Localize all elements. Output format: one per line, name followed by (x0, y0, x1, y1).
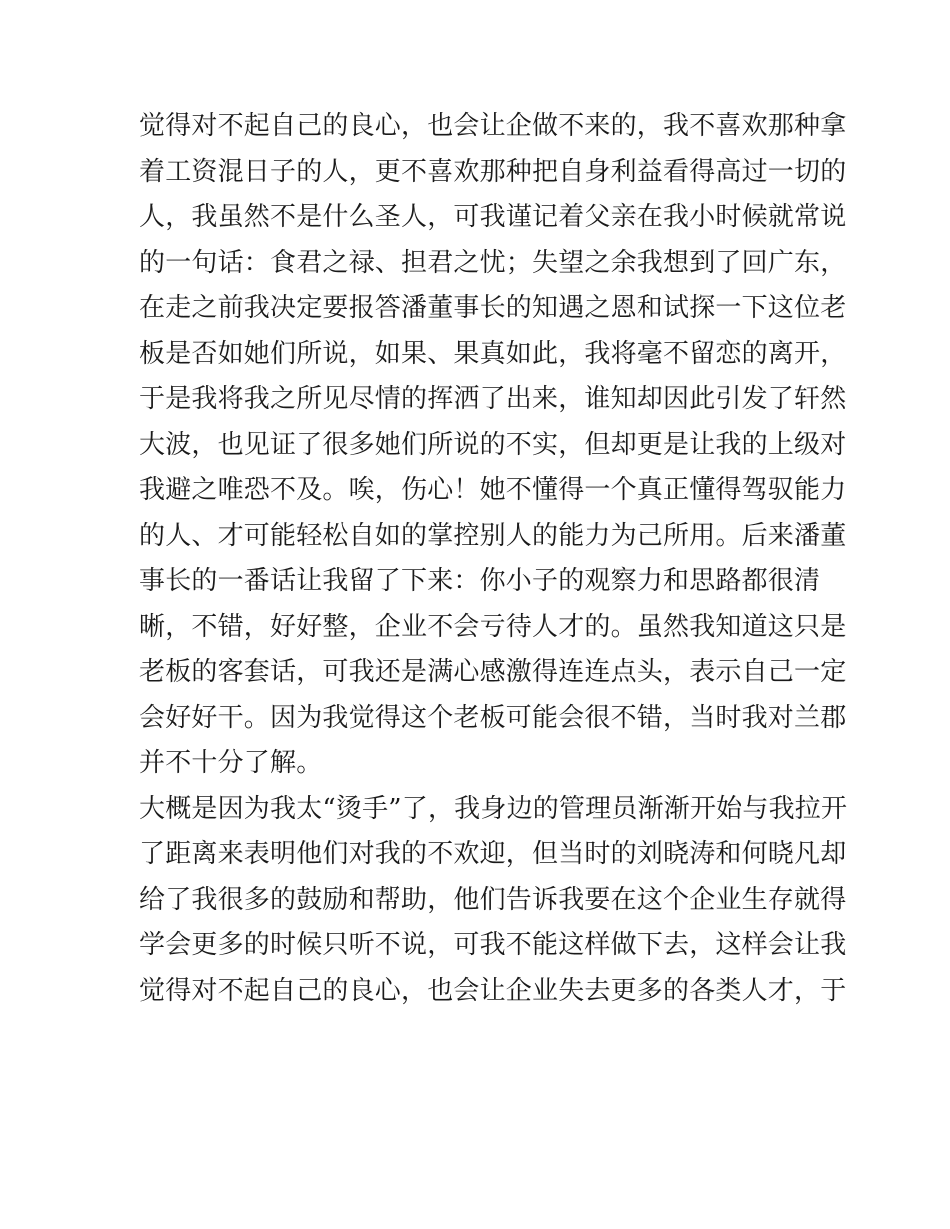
text-line: 学会更多的时候只听不说，可我不能这样做下去，这样会让我 (139, 930, 847, 960)
text-line: 于是我将我之所见尽情的挥洒了出来，谁知却因此引发了轩然 (139, 384, 847, 414)
text-line: 给了我很多的鼓励和帮助，他们告诉我要在这个企业生存就得 (139, 884, 847, 915)
text-line: 板是否如她们所说，如果、果真如此，我将毫不留恋的离开， (139, 338, 847, 369)
text-line: 并不十分了解。 (139, 748, 323, 778)
text-line: 觉得对不起自己的良心，也会让企业失去更多的各类人才，于 (139, 975, 847, 1006)
body-text (139, 104, 848, 1014)
text-line: 的人、才可能轻松自如的掌控别人的能力为己所用。后来潘董 (139, 520, 847, 551)
text-line: 在走之前我决定要报答潘董事长的知遇之恩和试探一下这位老 (139, 293, 847, 323)
text-line: 的一句话：食君之禄、担君之忧；失望之余我想到了回广东， (139, 247, 847, 278)
text-line: 了距离来表明他们对我的不欢迎，但当时的刘晓涛和何晓凡却 (139, 839, 847, 869)
text-line: 大波，也见证了很多她们所说的不实，但却更是让我的上级对 (139, 429, 847, 460)
text-line: 觉得对不起自己的良心，也会让企做不来的，我不喜欢那种拿 (139, 111, 847, 141)
text-line: 会好好干。因为我觉得这个老板可能会很不错，当时我对兰郡 (139, 702, 847, 733)
text-line: 晰，不错，好好整，企业不会亏待人才的。虽然我知道这只是 (139, 611, 847, 642)
text-line: 人，我虽然不是什么圣人，可我谨记着父亲在我小时候就常说 (139, 202, 847, 232)
text-line: 大概是因为我太“烫手”了，我身边的管理员渐渐开始与我拉开 (139, 793, 848, 824)
text-line: 我避之唯恐不及。唉，伤心！她不懂得一个真正懂得驾驭能力 (139, 475, 847, 505)
text-line: 老板的客套话，可我还是满心感激得连连点头，表示自己一定 (139, 657, 847, 687)
text-line: 事长的一番话让我留了下来：你小子的观察力和思路都很清 (139, 566, 821, 596)
text-line: 着工资混日子的人，更不喜欢那种把自身利益看得高过一切的 (139, 156, 847, 187)
